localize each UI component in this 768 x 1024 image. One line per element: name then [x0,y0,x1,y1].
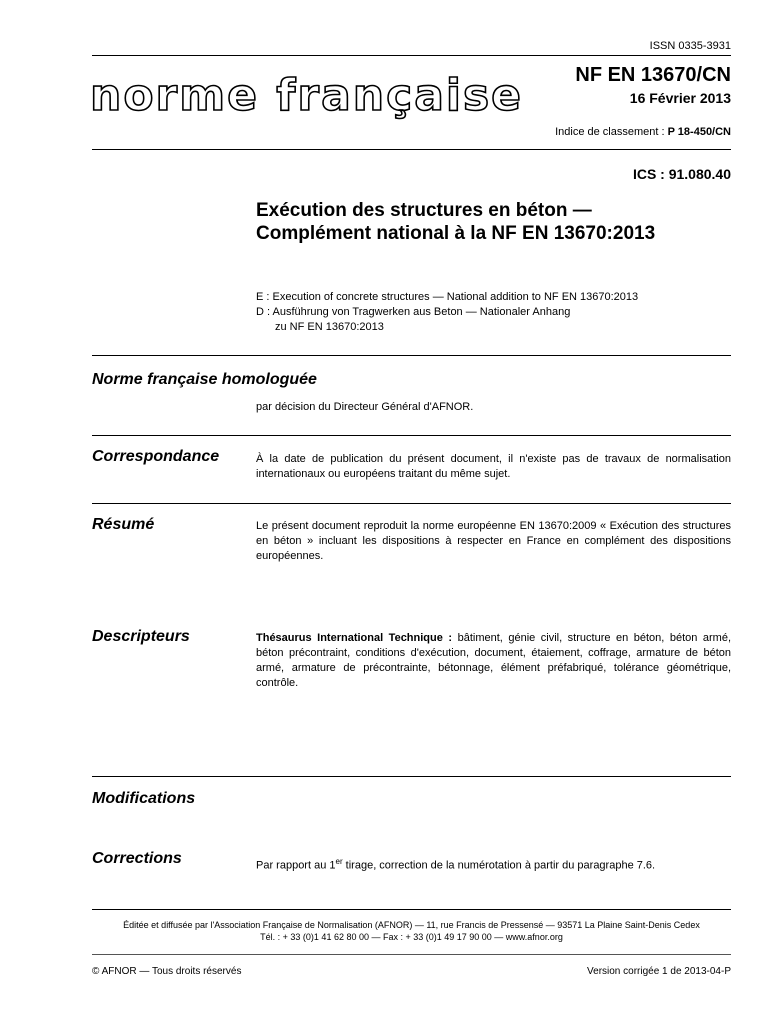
descripteurs-keywords: bâtiment, génie civil, structure en béton, béton armé, béton précontraint, conditions d'exécution, document, étaiement, coffrage, armature de béton armé, armature de précontrainte, bétonnage, élément préfabriqué, tolérance géométrique, contrôle. [256,632,732,689]
german-title-line-2: zu NF EN 13670:2013 [275,321,384,333]
version-label: Version corrigée 1 de 2013-04-P [587,966,731,977]
section-divider [92,776,731,777]
descripteurs-label: Thésaurus International Technique : [256,632,453,644]
issn-number: ISSN 0335-3931 [649,40,731,52]
section-body-descripteurs [256,631,731,691]
title-translations [256,290,736,335]
header-top-rule [92,55,731,56]
publisher-address: Éditée et diffusée par l'Association Française de Normalisation (AFNOR) — 11, rue Francis de Pressensé — 93571 La Plaine Saint-Denis Cedex [123,920,700,930]
footer-top-rule [92,909,731,910]
footer-bottom-rule [92,954,731,955]
title-line-1: Exécution des structures en béton — [256,200,592,221]
section-body-corrections [256,854,731,874]
publisher-contact: Tél. : + 33 (0)1 41 62 80 00 — Fax : + 33 (0)1 49 17 90 00 — www.afnor.org [260,932,563,942]
english-title: E : Execution of concrete structures — National addition to NF EN 13670:2013 [256,291,639,303]
german-title-line-1: D : Ausführung von Tragwerken aus Beton — Nationaler Anhang [256,306,571,318]
section-title-corrections: Corrections [92,850,182,867]
section-body-correspondance: À la date de publication du présent document, il n'existe pas de travaux de normalisation internationaux ou européens traitant du même sujet. [256,453,731,480]
section-divider [92,355,731,356]
corrections-text-end: tirage, correction de la numérotation à partir du paragraphe 7.6. [342,859,656,872]
classification-value: P 18-450/CN [667,126,731,138]
norm-code: NF EN 13670/CN [575,64,731,86]
header-bottom-rule [92,149,731,150]
section-title-descripteurs: Descripteurs [92,628,190,645]
publication-date: 16 Février 2013 [629,90,731,106]
section-title-resume: Résumé [92,516,155,533]
section-title-modifications: Modifications [92,790,196,807]
classification-index [555,126,731,138]
corrections-text-start: Par rapport au 1 [256,859,336,872]
section-body-resume: Le présent document reproduit la norme européenne EN 13670:2009 « Exécution des structures en béton » incluant les dispositions à respecter en France en complément des dispositions européennes. [256,520,731,562]
copyright-notice: © AFNOR — Tous droits réservés [92,966,242,977]
section-body-homologuee: par décision du Directeur Général d'AFNOR. [256,401,474,413]
ics-code: ICS : 91.080.40 [632,166,731,182]
corrections-superscript: er [335,857,343,866]
section-divider [92,503,731,504]
classification-label: Indice de classement : [555,126,665,138]
brand-wordmark: norme française [90,70,524,121]
title-line-2: Complément national à la NF EN 13670:2013 [256,223,656,244]
publisher-info [92,919,731,943]
document-title [256,199,736,245]
section-title-homologuee: Norme française homologuée [92,371,317,388]
section-divider [92,435,731,436]
section-title-correspondance: Correspondance [92,448,220,465]
